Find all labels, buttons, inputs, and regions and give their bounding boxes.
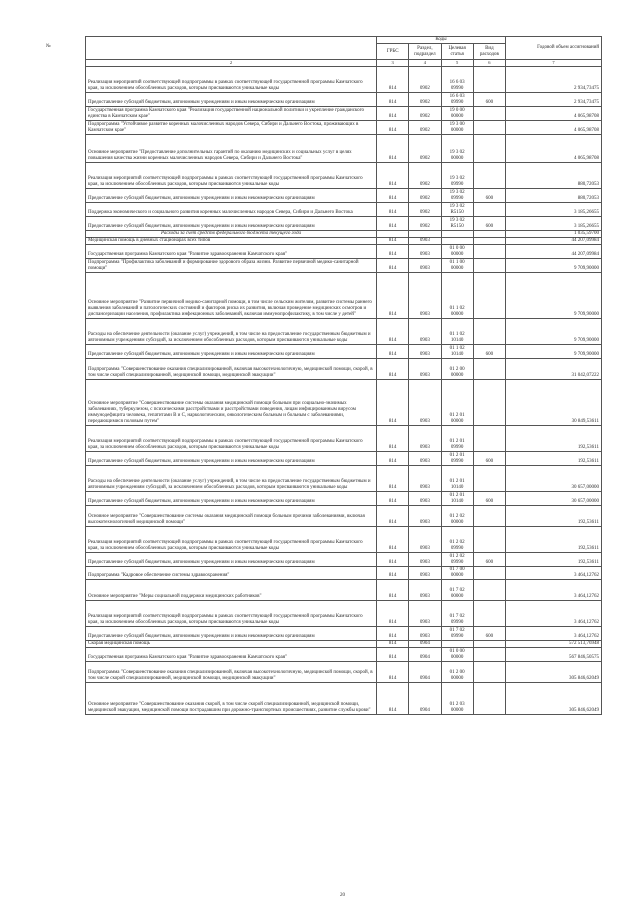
row-amount: 9 709,90000	[506, 345, 602, 359]
row-grbs: 814	[377, 67, 409, 93]
colnum-4: 4	[409, 60, 441, 67]
table-row	[86, 319, 602, 345]
row-grbs: 814	[377, 107, 409, 121]
row-grbs: 814	[377, 259, 409, 273]
row-amount: 192,53611	[506, 506, 602, 527]
row-name: Расходы за счет средств федерального бюджета текущего года	[86, 231, 377, 238]
row-target-article: 01 7 02 09990	[441, 627, 473, 641]
row-grbs: 814	[377, 466, 409, 492]
row-expense-type	[473, 163, 505, 189]
row-amount: 30 657,00000	[506, 466, 602, 492]
row-razdel: 0903	[409, 553, 441, 567]
row-expense-type	[473, 259, 505, 273]
row-amount: 9 709,90000	[506, 259, 602, 273]
row-target-article: 01 2 00 00000	[441, 662, 473, 683]
row-razdel: 0904	[409, 641, 441, 648]
row-target-article: 01 7 02 09990	[441, 601, 473, 627]
row-grbs: 814	[377, 648, 409, 662]
header-razdel: Раздел, подраздел	[409, 44, 441, 60]
row-name: Подпрограмма "Совершенствование оказания специализированной, включая высокотехнологичную, медицинской помощи, скорой, в том числе скорой специализированной, медицинской помощи, медицинской эвакуации"	[86, 662, 377, 683]
row-target-article: 01 2 02 00000	[441, 506, 473, 527]
row-target-article: 01 7 00 00000	[441, 567, 473, 580]
budget-table	[46, 36, 602, 715]
row-name: Предоставление субсидий бюджетным, автономным учреждениям и иным некоммерческим организациям	[86, 492, 377, 506]
row-amount: 880,72053	[506, 163, 602, 189]
row-target-article: 01 2 03 00000	[441, 683, 473, 715]
table-row	[86, 231, 602, 238]
table-row	[86, 466, 602, 492]
row-amount: 2 934,73475	[506, 93, 602, 107]
row-razdel: 0902	[409, 121, 441, 135]
row-amount: 4 065,98708	[506, 107, 602, 121]
row-name: Реализация мероприятий соответствующей подпрограммы в рамках соответствующей государственной программы Камчатского края, за исключением обособленных расходов, которым присваиваются уникальные коды	[86, 67, 377, 93]
row-grbs: 814	[377, 506, 409, 527]
row-amount: 4 065,98708	[506, 121, 602, 135]
row-target-article: 19 3 02 00000	[441, 135, 473, 163]
row-razdel: 0903	[409, 567, 441, 580]
row-target-article: 01 0 00 00000	[441, 245, 473, 259]
row-name: Государственная программа Камчатского края "Реализация государственной национальной политики и укрепление гражданского единства в Камчатском крае"	[86, 107, 377, 121]
budget-rows	[86, 67, 602, 715]
row-amount: 192,53611	[506, 452, 602, 466]
row-expense-type	[473, 380, 505, 426]
table-row	[86, 203, 602, 217]
row-amount: 3 464,12762	[506, 601, 602, 627]
row-razdel: 0902	[409, 107, 441, 121]
table-row	[86, 189, 602, 203]
row-name: Предоставление субсидий бюджетным, автономным учреждениям и иным некоммерческим организациям	[86, 217, 377, 231]
row-expense-type: 600	[473, 345, 505, 359]
row-grbs: 814	[377, 319, 409, 345]
colnum-5: 5	[441, 60, 473, 67]
row-amount: 3 185,26655	[506, 203, 602, 217]
row-razdel: 0903	[409, 506, 441, 527]
row-expense-type	[473, 567, 505, 580]
row-grbs: 814	[377, 93, 409, 107]
row-name: Подпрограмма "Совершенствование оказания специализированной, включая высокотехнологичную, медицинской помощи, скорой, в том числе скорой специализированной, медицинской помощи, медицинской эвакуации"	[86, 359, 377, 380]
row-razdel: 0902	[409, 189, 441, 203]
row-amount: 31 042,07222	[506, 359, 602, 380]
row-target-article: 16 6 03 09990	[441, 93, 473, 107]
row-grbs: 814	[377, 345, 409, 359]
row-grbs: 814	[377, 426, 409, 452]
row-expense-type: 600	[473, 553, 505, 567]
table-row	[86, 580, 602, 601]
row-grbs: 814	[377, 662, 409, 683]
table-row	[86, 683, 602, 715]
row-amount: 305 846,62049	[506, 683, 602, 715]
table-row	[86, 380, 602, 426]
row-razdel: 0903	[409, 359, 441, 380]
row-expense-type: 600	[473, 93, 505, 107]
row-expense-type: 600	[473, 189, 505, 203]
row-grbs: 814	[377, 135, 409, 163]
row-target-article	[441, 238, 473, 245]
row-grbs: 814	[377, 217, 409, 231]
row-amount: 4 065,98708	[506, 135, 602, 163]
row-grbs	[377, 231, 409, 238]
row-grbs: 814	[377, 203, 409, 217]
table-row	[86, 662, 602, 683]
row-target-article: 01 1 02 10140	[441, 319, 473, 345]
row-expense-type	[473, 359, 505, 380]
row-target-article	[441, 231, 473, 238]
table-row	[86, 452, 602, 466]
colnum-6: 6	[473, 60, 505, 67]
row-grbs: 814	[377, 492, 409, 506]
row-name: Подпрограмма "Устойчивое развитие коренных малочисленных народов Севера, Сибири и Дальнего Востока, проживающих в Камчатском крае"	[86, 121, 377, 135]
row-amount: 305 846,62049	[506, 662, 602, 683]
row-razdel: 0903	[409, 273, 441, 319]
row-razdel: 0904	[409, 648, 441, 662]
row-razdel: 0902	[409, 217, 441, 231]
row-target-article: 01 2 02 09990	[441, 553, 473, 567]
row-amount: 30 657,00000	[506, 492, 602, 506]
row-expense-type: 600	[473, 452, 505, 466]
row-expense-type	[473, 238, 505, 245]
row-razdel: 0903	[409, 580, 441, 601]
row-name: Предоставление субсидий бюджетным, автономным учреждениям и иным некоммерческим организациям	[86, 93, 377, 107]
row-amount: 9 709,90000	[506, 319, 602, 345]
row-amount: 44 207,09984	[506, 245, 602, 259]
page-number: 20	[340, 893, 345, 898]
row-expense-type	[473, 107, 505, 121]
row-amount: 192,53611	[506, 426, 602, 452]
row-grbs: 814	[377, 273, 409, 319]
row-razdel: 0903	[409, 238, 441, 245]
table-row	[86, 506, 602, 527]
row-expense-type	[473, 121, 505, 135]
table-row	[86, 527, 602, 553]
row-amount: 2 934,73475	[506, 67, 602, 93]
row-grbs: 814	[377, 627, 409, 641]
row-name: Основное мероприятие "Совершенствование системы оказания медицинской помощи больным прочими заболеваниями, включая высокотехнологичной медицинской помощи"	[86, 506, 377, 527]
row-target-article: 01 1 02 10140	[441, 345, 473, 359]
row-expense-type	[473, 506, 505, 527]
table-row	[86, 601, 602, 627]
row-expense-type: 600	[473, 492, 505, 506]
row-expense-type	[473, 67, 505, 93]
row-name: Предоставление субсидий бюджетным, автономным учреждениям и иным некоммерческим организациям	[86, 345, 377, 359]
header-sum: Годовой объем ассигнований	[506, 37, 602, 60]
row-target-article: 01 2 02 09990	[441, 527, 473, 553]
row-grbs: 814	[377, 567, 409, 580]
row-razdel: 0903	[409, 345, 441, 359]
row-razdel: 0903	[409, 452, 441, 466]
row-name: Предоставление субсидий бюджетным, автономным учреждениям и иным некоммерческим организациям	[86, 452, 377, 466]
row-grbs: 814	[377, 452, 409, 466]
row-razdel: 0904	[409, 683, 441, 715]
colnum-7: 7	[506, 60, 602, 67]
table-row	[86, 217, 602, 231]
table-row	[86, 648, 602, 662]
row-razdel: 0903	[409, 627, 441, 641]
row-name: Реализация мероприятий соответствующей подпрограммы в рамках соответствующей государственной программы Камчатского края, за исключением обособленных расходов, которым присваиваются уникальные коды	[86, 527, 377, 553]
table-row	[86, 259, 602, 273]
table-row	[86, 567, 602, 580]
row-amount: 880,72053	[506, 189, 602, 203]
row-amount: 1 035,59700	[506, 231, 602, 238]
row-expense-type: 600	[473, 627, 505, 641]
row-target-article: 19 3 00 00000	[441, 121, 473, 135]
row-razdel: 0904	[409, 662, 441, 683]
row-razdel: 0902	[409, 163, 441, 189]
row-name: Государственная программа Камчатского края "Развитие здравоохранения Камчатского края"	[86, 648, 377, 662]
row-razdel: 0903	[409, 426, 441, 452]
row-target-article: 19 3 02 R5150	[441, 217, 473, 231]
row-target-article: 19 3 02 R5150	[441, 203, 473, 217]
row-target-article: 01 2 01 09990	[441, 426, 473, 452]
row-razdel: 0903	[409, 380, 441, 426]
table-row	[86, 492, 602, 506]
row-amount: 3 464,12762	[506, 567, 602, 580]
row-razdel: 0903	[409, 259, 441, 273]
row-amount: 9 709,90000	[506, 273, 602, 319]
row-razdel: 0902	[409, 93, 441, 107]
row-target-article: 01 7 02 00000	[441, 580, 473, 601]
row-grbs: 814	[377, 359, 409, 380]
row-name: Поддержка экономического и социального развития коренных малочисленных народов Севера, Сибири и Дальнего Востока	[86, 203, 377, 217]
row-name: Основное мероприятие "Меры социальной поддержки медицинских работников"	[86, 580, 377, 601]
row-name: Расходы на обеспечение деятельности (оказание услуг) учреждений, в том числе на предоставление государственным бюджетным и автономным учреждениям субсидий, за исключением обособленных расходов, которым присваиваются уникальные коды	[86, 319, 377, 345]
row-name: Предоставление субсидий бюджетным, автономным учреждениям и иным некоммерческим организациям	[86, 189, 377, 203]
row-razdel: 0903	[409, 601, 441, 627]
row-name: Основное мероприятие "Предоставление дополнительных гарантий по оказанию медицинских и социальных услуг в целях повышения качества жизни коренных малочисленных народов Севера, Сибири и Дальнего Востока"	[86, 135, 377, 163]
row-razdel: 0902	[409, 203, 441, 217]
row-name: Реализация мероприятий соответствующей подпрограммы в рамках соответствующей государственной программы Камчатского края, за исключением обособленных расходов, которым присваиваются уникальные коды	[86, 601, 377, 627]
row-grbs: 814	[377, 238, 409, 245]
row-razdel: 0902	[409, 67, 441, 93]
row-target-article	[441, 641, 473, 648]
budget-sheet	[46, 36, 602, 715]
row-amount: 192,53611	[506, 553, 602, 567]
row-amount: 3 185,26655	[506, 217, 602, 231]
row-name: Подпрограмма "Кадровое обеспечение системы здравоохранения"	[86, 567, 377, 580]
row-grbs: 814	[377, 641, 409, 648]
table-row	[86, 553, 602, 567]
header-num: №	[46, 44, 51, 49]
row-expense-type	[473, 648, 505, 662]
row-target-article: 01 2 00 00000	[441, 359, 473, 380]
row-expense-type	[473, 641, 505, 648]
table-row	[86, 163, 602, 189]
row-expense-type	[473, 319, 505, 345]
table-row	[86, 121, 602, 135]
row-target-article: 01 2 01 10140	[441, 492, 473, 506]
row-expense-type	[473, 683, 505, 715]
table-row	[86, 135, 602, 163]
row-amount: 572 513,76948	[506, 641, 602, 648]
row-target-article: 16 6 03 09990	[441, 67, 473, 93]
row-expense-type	[473, 426, 505, 452]
column-number-row	[86, 60, 602, 67]
header-row-top	[86, 37, 602, 44]
row-grbs: 814	[377, 601, 409, 627]
row-grbs: 814	[377, 245, 409, 259]
row-target-article: 01 0 00 00000	[441, 648, 473, 662]
row-target-article: 19 0 00 00000	[441, 107, 473, 121]
row-name: Предоставление субсидий бюджетным, автономным учреждениям и иным некоммерческим организациям	[86, 553, 377, 567]
row-grbs: 814	[377, 380, 409, 426]
row-name: Расходы на обеспечение деятельности (оказание услуг) учреждений, в том числе на предоставление государственным бюджетным и автономным учреждениям субсидий, за исключением обособленных расходов, которым присваиваются уникальные коды	[86, 466, 377, 492]
row-razdel: 0903	[409, 245, 441, 259]
row-grbs: 814	[377, 527, 409, 553]
row-target-article: 01 2 01 09990	[441, 452, 473, 466]
header-cs: Целевая статья	[441, 44, 473, 60]
row-expense-type	[473, 203, 505, 217]
table-row	[86, 359, 602, 380]
row-name: Основное мероприятие "Развитие первичной медико-санитарной помощи, в том числе сельским жителям, развитие системы раннего выявления заболеваний и патологических состояний и факторов риска их развития, включая проведение медицинских осмотров и диспансеризации населения, профилактика инфекционных заболеваний, включая иммунопрофилактику, в том числе у детей"	[86, 273, 377, 319]
row-target-article: 01 1 02 00000	[441, 273, 473, 319]
table-row	[86, 345, 602, 359]
row-name: Скорая медицинская помощь	[86, 641, 377, 648]
table-row	[86, 107, 602, 121]
row-amount: 3 464,12762	[506, 580, 602, 601]
row-amount: 192,53611	[506, 527, 602, 553]
table-row	[86, 273, 602, 319]
row-name: Медицинская помощь в дневных стационарах всех типов	[86, 238, 377, 245]
colnum-3: 3	[377, 60, 409, 67]
row-amount: 567 846,50575	[506, 648, 602, 662]
row-expense-type	[473, 245, 505, 259]
row-grbs: 814	[377, 163, 409, 189]
row-expense-type	[473, 580, 505, 601]
row-grbs: 814	[377, 553, 409, 567]
table-row	[86, 93, 602, 107]
header-grbs: ГРБС	[377, 44, 409, 60]
header-vr: Вид расходов	[473, 44, 505, 60]
row-expense-type	[473, 466, 505, 492]
row-target-article: 01 2 01 10140	[441, 466, 473, 492]
colnum-2: 2	[86, 60, 377, 67]
row-name: Основное мероприятие "Совершенствование оказания скорой, в том числе скорой специализированной, медицинской помощи, медицинской эвакуации, медицинской помощи пострадавшим при дорожно-транспортных происшествиях, развитие службы крови"	[86, 683, 377, 715]
row-grbs: 814	[377, 189, 409, 203]
table-row	[86, 426, 602, 452]
row-razdel: 0903	[409, 527, 441, 553]
row-name: Государственная программа Камчатского края "Развитие здравоохранения Камчатского края"	[86, 245, 377, 259]
table-row	[86, 641, 602, 648]
row-expense-type	[473, 527, 505, 553]
row-grbs: 814	[377, 580, 409, 601]
row-grbs: 814	[377, 683, 409, 715]
row-razdel: 0902	[409, 135, 441, 163]
row-name: Реализация мероприятий соответствующей подпрограммы в рамках соответствующей государственной программы Камчатского края, за исключением обособленных расходов, которым присваиваются уникальные коды	[86, 426, 377, 452]
row-name: Предоставление субсидий бюджетным, автономным учреждениям и иным некоммерческим организациям	[86, 627, 377, 641]
header-codes-group: Коды	[377, 37, 506, 44]
row-razdel: 0903	[409, 466, 441, 492]
row-grbs: 814	[377, 121, 409, 135]
table-row	[86, 67, 602, 93]
table-row	[86, 627, 602, 641]
table-row	[86, 238, 602, 245]
row-razdel	[409, 231, 441, 238]
row-target-article: 01 1 00 00000	[441, 259, 473, 273]
row-name: Подпрограмма "Профилактика заболеваний и формирование здорового образа жизни. Развитие первичной медико-санитарной помощи"	[86, 259, 377, 273]
table-row	[86, 245, 602, 259]
row-name: Основное мероприятие "Совершенствование системы оказания медицинской помощи больным при социально-значимых заболеваниях, туберкулезом, с психическими расстройствами и расстройствами поведения, лицам инфицированным вирусом иммунодефицита человека, гепатитами В и С, наркологическим, онкологическим больным и больным с заболеваниями, передающимися половым путем"	[86, 380, 377, 426]
row-expense-type	[473, 601, 505, 627]
row-amount: 3 464,12762	[506, 627, 602, 641]
row-target-article: 19 3 02 09990	[441, 163, 473, 189]
header-name	[46, 37, 377, 60]
row-amount: 30 849,53611	[506, 380, 602, 426]
row-name: Реализация мероприятий соответствующей подпрограммы в рамках соответствующей государственной программы Камчатского края, за исключением обособленных расходов, которым присваиваются уникальные коды	[86, 163, 377, 189]
row-amount: 44 207,09984	[506, 238, 602, 245]
row-expense-type	[473, 273, 505, 319]
row-expense-type	[473, 662, 505, 683]
row-expense-type: 600	[473, 217, 505, 231]
row-expense-type	[473, 135, 505, 163]
row-expense-type	[473, 231, 505, 238]
row-target-article: 19 3 02 09990	[441, 189, 473, 203]
row-razdel: 0903	[409, 319, 441, 345]
row-razdel: 0903	[409, 492, 441, 506]
row-target-article: 01 2 01 00000	[441, 380, 473, 426]
